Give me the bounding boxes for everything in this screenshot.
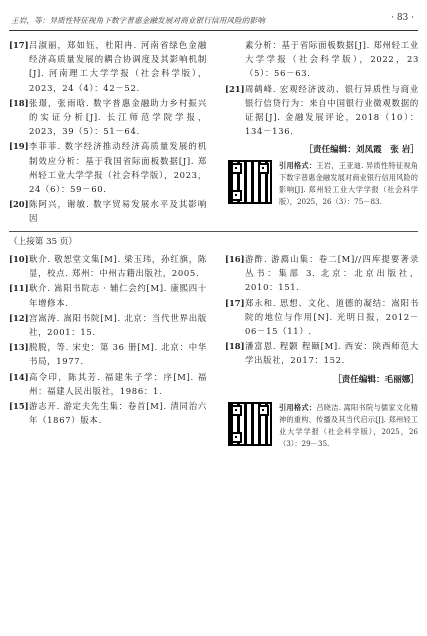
editor-credit: ［责任编辑：刘凤霞 张 岩］ bbox=[304, 145, 419, 156]
reference-number: [17] bbox=[225, 297, 245, 308]
citation-label: 引用格式： bbox=[279, 403, 317, 412]
reference-number: [10] bbox=[9, 254, 29, 264]
editor-credit: ［责任编辑：毛丽娜］ bbox=[333, 374, 419, 385]
running-header: 王岩，等：异质性特征视角下数字普惠金融发展对商业银行信用风险的影响 bbox=[11, 16, 265, 25]
citation-block-top bbox=[228, 160, 418, 208]
references-top-right bbox=[225, 38, 419, 155]
reference-item bbox=[9, 197, 207, 225]
reference-item bbox=[225, 82, 419, 139]
references-bottom-left bbox=[9, 252, 207, 428]
reference-text: 张璟，张雨晗. 数字普惠金融助力乡村振兴的实证分析[J]. 长江师范学院学报，2023，39（5）：51－64. bbox=[29, 97, 207, 137]
continued-from-label: （上接第 35 页） bbox=[9, 237, 77, 247]
reference-item bbox=[9, 311, 207, 339]
reference-text: 脱脱，等. 宋史：第 36 册[M]. 北京：中华书局，1977. bbox=[29, 342, 207, 367]
reference-item bbox=[225, 252, 419, 295]
reference-item bbox=[9, 38, 207, 95]
reference-number: [18] bbox=[9, 97, 29, 108]
reference-text: 耿介. 敬恕堂文集[M]. 梁玉玮，孙红旗，陈显，校点. 郑州：中州古籍出版社，2005. bbox=[29, 254, 207, 279]
qr-code-icon bbox=[228, 160, 272, 204]
reference-number: [20] bbox=[9, 199, 29, 210]
reference-text: 吕淑丽，郑如钰，杜阳冉. 河南省绿色金融经济高质量发展的耦合协调度及其影响机制[J]. 河南理工大学学报（社会科学版），2023，24（4）：42－52. bbox=[29, 40, 207, 93]
reference-item bbox=[9, 281, 207, 309]
reference-text: 高令印，陈其芳. 福建朱子学：序[M]. 福州：福建人民出版社，1986：1. bbox=[29, 371, 207, 396]
reference-item bbox=[9, 340, 207, 368]
reference-text: 游酢. 游廌山集：卷二[M]//四库提要著录丛书：集部 3. 北京：北京出版社，2010：151. bbox=[245, 254, 419, 293]
reference-text: 耿介. 嵩阳书院志 · 辅仁会约[M]. 康熙四十年增修本. bbox=[29, 283, 207, 308]
citation-label: 引用格式： bbox=[279, 161, 317, 170]
reference-text: 周鹤峰. 宏观经济波动、银行异质性与商业银行信贷行为：来自中国银行业微观数据的证据[J]. 金融发展评论，2018（10）：134－136. bbox=[245, 83, 419, 137]
reference-number: [17] bbox=[9, 40, 29, 50]
citation-text bbox=[279, 402, 418, 450]
header-divider bbox=[9, 30, 418, 31]
reference-number bbox=[225, 38, 245, 81]
reference-item bbox=[225, 339, 419, 367]
reference-number: [21] bbox=[225, 83, 245, 94]
reference-item bbox=[9, 139, 207, 196]
reference-text: 陈阿兴，谢敏. 数字贸易发展水平及其影响因 bbox=[29, 199, 207, 224]
reference-number: [12] bbox=[9, 312, 29, 323]
citation-text bbox=[279, 160, 418, 208]
reference-number: [16] bbox=[225, 254, 245, 264]
reference-item bbox=[225, 38, 419, 81]
page-number: · 83 · bbox=[391, 13, 414, 23]
citation-body: 吕晓洁. 嵩阳书院与儒家文化精神的重构、传播及其当代启示[J]. 郑州轻工业大学学报（社会科学版），2025，26（3）：29－35. bbox=[279, 403, 418, 448]
reference-number: [14] bbox=[9, 371, 29, 382]
reference-number: [15] bbox=[9, 401, 29, 412]
reference-text: 宫嵩涛. 嵩阳书院[M]. 北京：当代世界出版社，2001：15. bbox=[29, 312, 207, 338]
reference-item bbox=[225, 296, 419, 339]
references-bottom-right bbox=[225, 252, 419, 385]
reference-item bbox=[9, 370, 207, 398]
reference-item bbox=[9, 252, 207, 280]
reference-text: 潘富恩. 程颢 程颐[M]. 西安：陕西师范大学出版社，2017：152. bbox=[245, 341, 419, 366]
reference-text: 素分析：基于省际面板数据[J]. 郑州轻工业大学学报（社会科学版），2022，23（5）：56－63. bbox=[245, 40, 419, 79]
reference-number: [19] bbox=[9, 141, 29, 152]
reference-item bbox=[9, 96, 207, 139]
reference-text: 游志开. 游定夫先生集：卷首[M]. 清同治六年（1867）版本. bbox=[29, 401, 207, 426]
citation-body: 王岩，王亚迪. 异质性特征视角下数字普惠金融发展对商业银行信用风险的影响[J]. 郑州轻工业大学学报（社会科学版），2025，26（3）：75－83. bbox=[279, 161, 418, 206]
reference-number: [13] bbox=[9, 342, 29, 353]
citation-block-bottom bbox=[228, 402, 418, 450]
reference-text: 李菲菲. 数字经济推动经济高质量发展的机制效应分析：基于我国省际面板数据[J]. 郑州轻工业大学学报（社会科学版），2023，24（6）：59－60. bbox=[29, 141, 207, 195]
reference-text: 郑永和. 思想、文化、道德的凝结：嵩阳书院的地位与作用[N]. 光明日报，2012－06－15（11）. bbox=[245, 297, 419, 337]
section-divider bbox=[9, 231, 418, 232]
reference-item bbox=[9, 399, 207, 427]
reference-number: [18] bbox=[225, 341, 245, 352]
qr-code-icon bbox=[228, 402, 272, 446]
reference-number: [11] bbox=[9, 283, 29, 294]
references-top-left bbox=[9, 38, 207, 227]
